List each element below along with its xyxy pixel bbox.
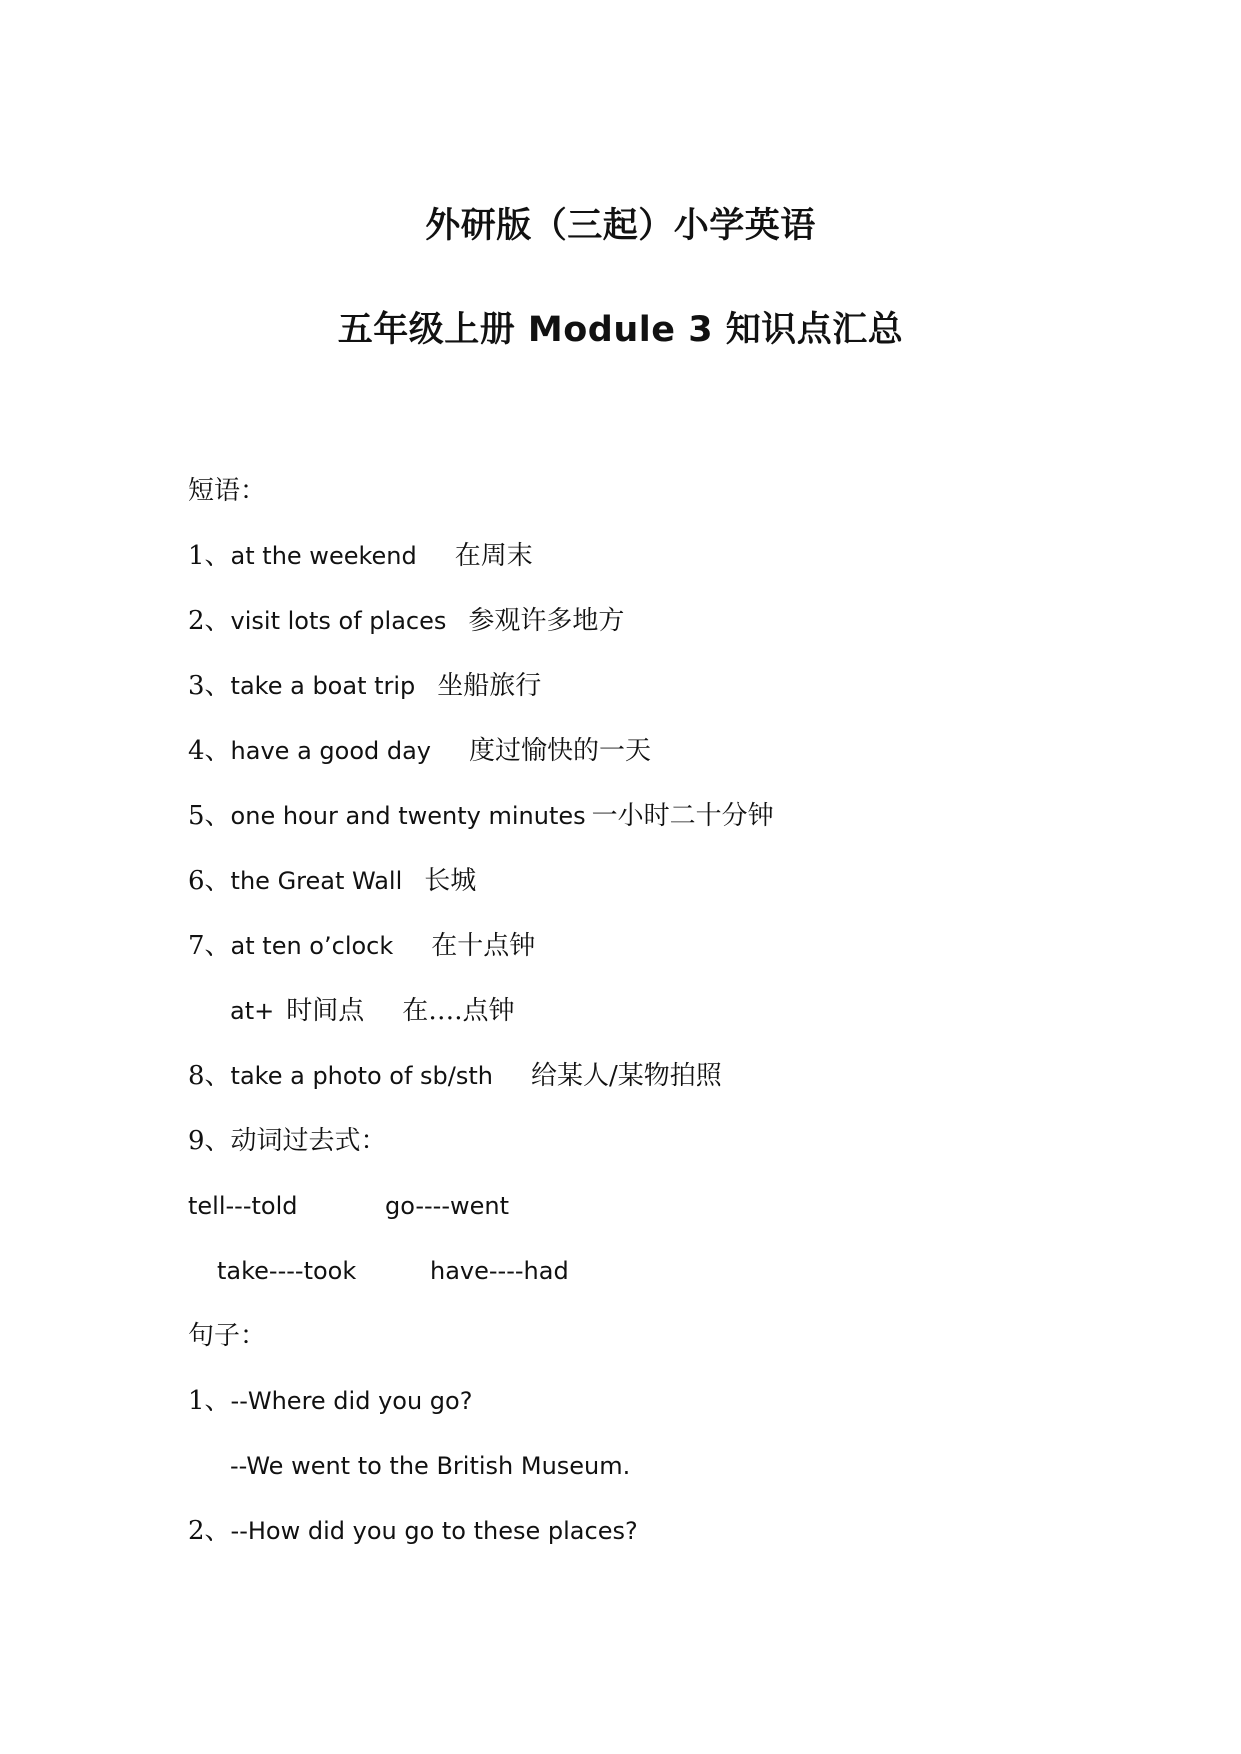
phrase-item: 5、one hour and twenty minutes 一小时二十分钟 — [188, 801, 774, 831]
document-title-line2: 五年级上册 Module 3 知识点汇总 — [337, 310, 904, 350]
phrase-item: 8、take a photo of sb/sth 给某人/某物拍照 — [188, 1061, 722, 1091]
phrase-item: 1、at the weekend 在周末 — [188, 541, 533, 571]
sentence-item: 1、--Where did you go? — [188, 1386, 473, 1416]
sentences-heading: 句子： — [188, 1321, 267, 1351]
past-tense-row: take----took have----had — [217, 1257, 569, 1285]
sentence-item: 2、--How did you go to these places? — [188, 1516, 638, 1546]
sentence-item: --We went to the British Museum. — [230, 1452, 631, 1480]
phrases-heading: 短语： — [188, 476, 267, 506]
phrase-item: 4、have a good day 度过愉快的一天 — [188, 736, 652, 766]
document-title-line1: 外研版（三起）小学英语 — [425, 206, 816, 246]
phrase-item: 7、at ten o’clock 在十点钟 — [188, 931, 536, 961]
phrase-item: 2、visit lots of places 参观许多地方 — [188, 606, 625, 636]
phrase-note: at+ 时间点 在….点钟 — [230, 996, 515, 1026]
phrase-item: 6、the Great Wall 长城 — [188, 866, 477, 896]
past-tense-row: tell---told go----went — [188, 1192, 510, 1220]
phrase-item: 9、动词过去式： — [188, 1126, 387, 1156]
phrase-item: 3、take a boat trip 坐船旅行 — [188, 671, 542, 701]
